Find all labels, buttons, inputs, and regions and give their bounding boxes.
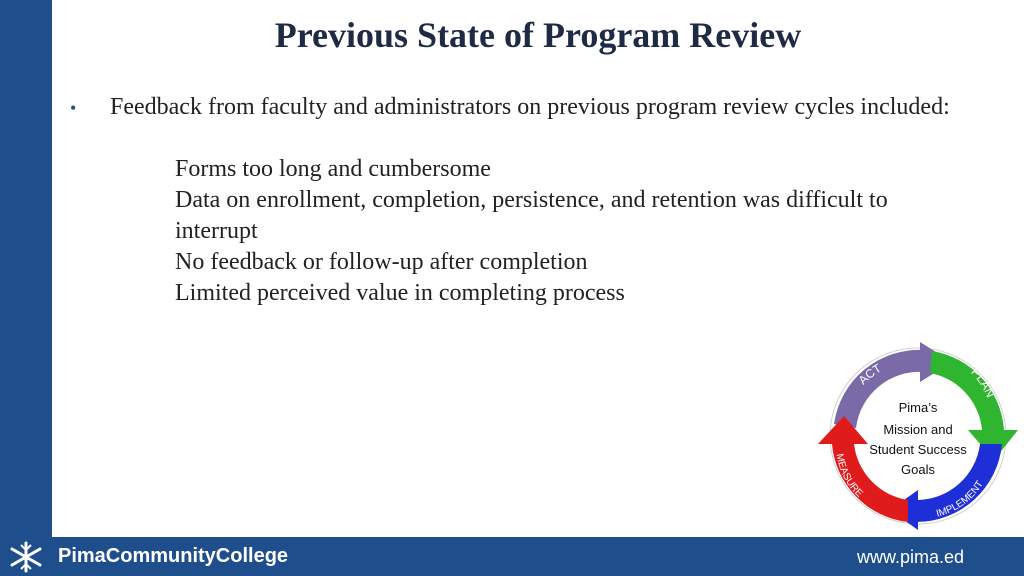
sub-item: Limited perceived value in completing process <box>175 280 625 306</box>
act-label: ACT <box>855 361 884 388</box>
implement-label: IMPLEMENT <box>935 478 986 520</box>
measure-label: MEASURE <box>833 452 865 500</box>
bullet-marker: • <box>70 98 77 118</box>
plan-label: PLAN <box>968 364 998 400</box>
center-line: Student Success <box>869 442 967 457</box>
pima-snowflake-logo-icon <box>4 540 48 574</box>
website-url[interactable]: www.pima.ed <box>856 547 964 567</box>
sub-item: No feedback or follow-up after completion <box>175 249 588 275</box>
sub-item: Forms too long and cumbersome <box>175 156 491 182</box>
left-accent-bar <box>0 0 52 537</box>
page-title: Previous State of Program Review <box>274 15 802 55</box>
bullet-text: Feedback from faculty and administrators on previous program review cycles included: <box>110 94 950 120</box>
sub-item: Data on enrollment, completion, persistence, and retention was difficult to interrupt <box>175 187 888 244</box>
center-line: Pima’s <box>898 400 938 415</box>
improvement-cycle-diagram <box>812 340 1022 532</box>
center-line: Goals <box>901 462 935 477</box>
college-name: PimaCommunityCollege <box>58 545 289 567</box>
center-line: Mission and <box>883 422 953 437</box>
